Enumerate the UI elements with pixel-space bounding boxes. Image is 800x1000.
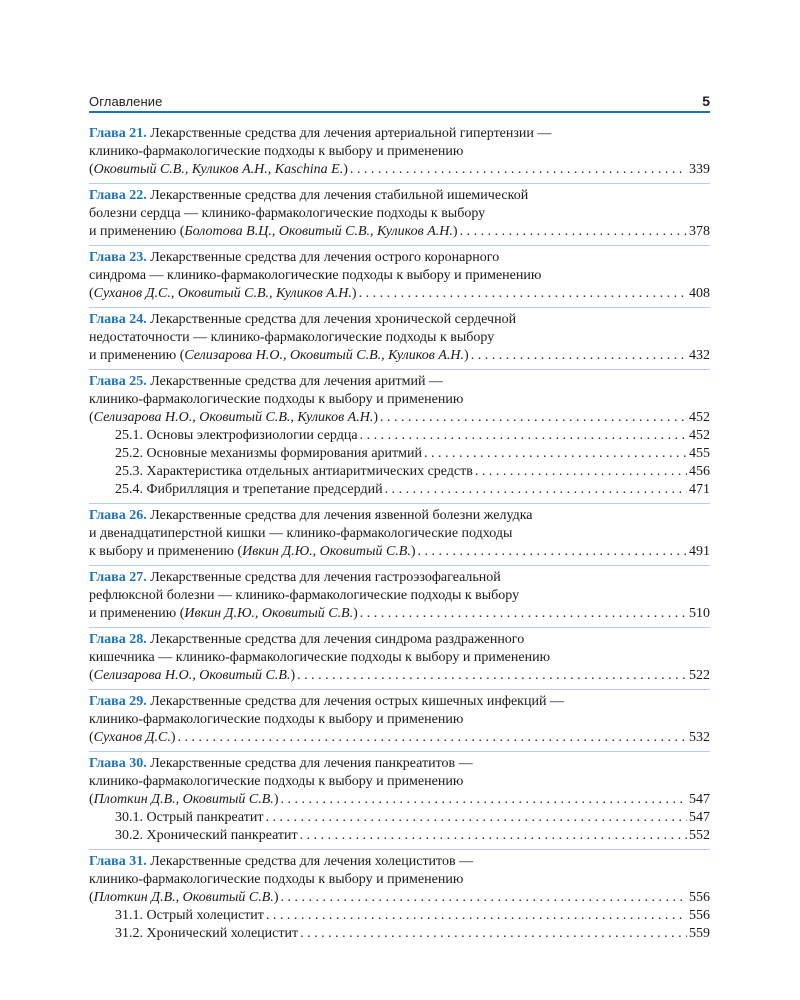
dot-leader	[360, 605, 687, 623]
subsection-page-number[interactable]: 559	[689, 926, 710, 941]
toc-entry[interactable]	[89, 690, 710, 752]
authors-prefix: (	[89, 162, 94, 177]
dot-leader	[300, 925, 687, 943]
chapter-title-line: клинико-фармакологические подходы к выбору и применению	[89, 774, 464, 789]
authors-suffix: )	[343, 162, 348, 177]
entry-last-line	[89, 667, 710, 685]
subsection-entry[interactable]	[89, 827, 710, 845]
authors-suffix: )	[353, 606, 358, 621]
toc-entry[interactable]	[89, 752, 710, 850]
entry-line	[89, 525, 710, 543]
subsection-entry[interactable]	[89, 427, 710, 445]
chapter-authors: Суханов Д.С.	[93, 730, 171, 745]
subsection-page-number[interactable]: 556	[689, 908, 710, 923]
entry-line	[89, 693, 710, 711]
authors-prefix: и применению (	[89, 606, 185, 621]
entry-line	[89, 569, 710, 587]
authors-prefix: (	[89, 792, 94, 807]
dot-leader	[265, 809, 687, 827]
entry-line	[89, 329, 710, 347]
chapter-label: Глава 24.	[89, 312, 147, 327]
chapter-title-line: недостаточности — клинико-фармакологические подходы к выбору	[89, 330, 495, 345]
subsection-title: 25.2. Основные механизмы формирования аритмий	[115, 446, 422, 461]
entry-last-text	[89, 543, 416, 561]
entry-last-text	[89, 605, 358, 623]
authors-prefix: (	[89, 410, 94, 425]
chapter-label: Глава 21.	[89, 126, 147, 141]
dot-leader	[178, 729, 687, 747]
running-header	[89, 89, 710, 109]
entry-last-text	[89, 409, 378, 427]
subsection-entry[interactable]	[89, 481, 710, 499]
chapter-title-line: Лекарственные средства для лечения острого коронарного	[150, 250, 500, 265]
chapter-title-line: Лекарственные средства для лечения аритмий —	[150, 374, 443, 389]
entry-line	[89, 773, 710, 791]
subsection-title: 25.1. Основы электрофизиологии сердца	[115, 428, 358, 443]
chapter-title-line: Лекарственные средства для лечения синдрома раздраженного	[150, 632, 525, 647]
chapter-title-line: кишечника — клинико-фармакологические подходы к выбору и применению	[89, 650, 551, 665]
chapter-label: Глава 26.	[89, 508, 147, 523]
authors-suffix: )	[273, 890, 279, 905]
entry-last-line	[89, 791, 710, 809]
subsection-title: 30.2. Хронический панкреатит	[115, 828, 298, 843]
chapter-authors: Селизарова Н.О., Оковитый С.В.	[93, 668, 291, 683]
chapter-title-line: Лекарственные средства для лечения панкреатитов —	[150, 756, 473, 771]
chapter-page-number[interactable]: 491	[689, 544, 710, 559]
entry-last-text	[89, 347, 469, 365]
entry-line	[89, 631, 710, 649]
toc-entry[interactable]	[89, 566, 710, 628]
chapter-title-line: клинико-фармакологические подходы к выбору и применению	[89, 712, 464, 727]
authors-suffix: )	[351, 286, 357, 301]
entry-last-text	[89, 889, 278, 907]
chapter-authors: Ивкин Д.Ю., Оковитый С.В.	[242, 544, 411, 559]
dot-leader	[418, 543, 687, 561]
chapter-label: Глава 29.	[89, 694, 147, 709]
entry-line	[89, 311, 710, 329]
toc-entry[interactable]	[89, 504, 710, 566]
toc-entry[interactable]	[89, 628, 710, 690]
chapter-authors: Плоткин Д.В., Оковитый С.В.	[93, 890, 274, 905]
entry-last-line	[89, 347, 710, 365]
entry-line	[89, 125, 710, 143]
subsection-entry[interactable]	[89, 463, 710, 481]
subsection-page-number[interactable]: 471	[689, 482, 710, 497]
chapter-label: Глава 22.	[89, 188, 147, 203]
header-rule	[89, 111, 710, 113]
entry-line	[89, 373, 710, 391]
chapter-title-line: Лекарственные средства для лечения холециститов —	[150, 854, 474, 869]
chapter-title-line: клинико-фармакологические подходы к выбору и применению	[89, 144, 464, 159]
subsection-title: 30.1. Острый панкреатит	[115, 810, 264, 825]
dot-leader	[360, 427, 687, 445]
chapter-title-line: Лекарственные средства для лечения гастроэзофагеальной	[150, 570, 501, 585]
dot-leader	[280, 791, 687, 809]
toc-page	[89, 89, 710, 947]
chapter-page-number[interactable]: 452	[689, 410, 710, 425]
dot-leader	[300, 827, 687, 845]
chapter-authors: Болотова В.Ц., Оковитый С.В., Куликов А.Н.	[184, 224, 453, 239]
subsection-title: 25.4. Фибрилляция и трепетание предсердий	[115, 482, 383, 497]
chapter-page-number[interactable]: 556	[689, 890, 710, 905]
entry-line	[89, 871, 710, 889]
chapter-label: Глава 30.	[89, 756, 147, 771]
dot-leader	[471, 347, 687, 365]
chapter-page-number[interactable]: 510	[689, 606, 710, 621]
chapter-label: Глава 27.	[89, 570, 147, 585]
entry-last-line	[89, 409, 710, 427]
chapter-label: Глава 23.	[89, 250, 147, 265]
authors-prefix: и применению (	[89, 348, 185, 363]
dot-leader	[280, 889, 687, 907]
subsection-page-number[interactable]: 455	[689, 446, 710, 461]
chapter-title-line: клинико-фармакологические подходы к выбору и применению	[89, 392, 464, 407]
entry-line	[89, 755, 710, 773]
chapter-authors: Плоткин Д.В., Оковитый С.В.	[93, 792, 274, 807]
entry-line	[89, 507, 710, 525]
chapter-title-line: Лекарственные средства для лечения стабильной ишемической	[150, 188, 529, 203]
entry-last-line	[89, 889, 710, 907]
header-title: Оглавление	[89, 94, 163, 109]
authors-suffix: )	[290, 668, 296, 683]
authors-prefix: (	[89, 286, 94, 301]
dot-leader	[475, 463, 687, 481]
subsection-page-number[interactable]: 547	[689, 810, 710, 825]
chapter-title-line: клинико-фармакологические подходы к выбору и применению	[89, 872, 464, 887]
authors-prefix: и применению (	[89, 224, 185, 239]
entry-last-text	[89, 729, 176, 747]
chapter-title-line: синдрома — клинико-фармакологические подходы к выбору и применению	[89, 268, 542, 283]
chapter-authors: Оковитый С.В., Куликов А.Н., Kaschina E.	[93, 162, 344, 177]
entry-last-line	[89, 223, 710, 241]
subsection-title: 25.3. Характеристика отдельных антиаритмических средств	[115, 464, 473, 479]
chapter-title-line: Лекарственные средства для лечения язвенной болезни желудка	[150, 508, 533, 523]
dot-leader	[385, 481, 687, 499]
authors-suffix: )	[170, 730, 176, 745]
chapter-title-line: Лекарственные средства для лечения хронической сердечной	[150, 312, 517, 327]
toc-entries	[89, 122, 710, 947]
entry-last-line	[89, 543, 710, 561]
chapter-title-line: Лекарственные средства для лечения острых кишечных инфекций —	[150, 694, 564, 709]
entry-line	[89, 853, 710, 871]
dot-leader	[266, 907, 687, 925]
authors-prefix: (	[89, 890, 94, 905]
chapter-page-number[interactable]: 522	[689, 668, 710, 683]
authors-suffix: )	[273, 792, 279, 807]
subsection-entry[interactable]	[89, 907, 710, 925]
toc-entry[interactable]	[89, 850, 710, 947]
subsection-entry[interactable]	[89, 925, 710, 943]
authors-suffix: )	[464, 348, 469, 363]
entry-last-text	[89, 161, 348, 179]
entry-line	[89, 587, 710, 605]
authors-suffix: )	[373, 410, 378, 425]
authors-prefix: к выбору и применению (	[89, 544, 243, 559]
subsection-title: 31.1. Острый холецистит	[115, 908, 264, 923]
toc-entry[interactable]	[89, 308, 710, 370]
entry-line	[89, 267, 710, 285]
subsection-entry[interactable]	[89, 809, 710, 827]
chapter-label: Глава 31.	[89, 854, 147, 869]
chapter-page-number[interactable]: 432	[689, 348, 710, 363]
dot-leader	[460, 223, 687, 241]
entry-line	[89, 649, 710, 667]
chapter-page-number[interactable]: 408	[689, 286, 710, 301]
subsection-page-number[interactable]: 456	[689, 464, 710, 479]
entry-line	[89, 391, 710, 409]
toc-entry[interactable]	[89, 370, 710, 504]
subsection-page-number[interactable]: 552	[689, 828, 710, 843]
dot-leader	[424, 445, 687, 463]
entry-line	[89, 249, 710, 267]
chapter-title-line: рефлюксной болезни — клинико-фармакологические подходы к выбору	[89, 588, 520, 603]
dot-leader	[297, 667, 687, 685]
toc-entry[interactable]	[89, 122, 710, 184]
subsection-title: 31.2. Хронический холецистит	[115, 926, 299, 941]
entry-line	[89, 205, 710, 223]
entry-last-text	[89, 285, 357, 303]
entry-last-line	[89, 729, 710, 747]
chapter-authors: Суханов Д.С., Оковитый С.В., Куликов А.Н.	[93, 286, 352, 301]
chapter-page-number[interactable]: 532	[689, 730, 710, 745]
authors-suffix: )	[452, 224, 458, 239]
chapter-authors: Ивкин Д.Ю., Оковитый С.В.	[184, 606, 354, 621]
authors-prefix: (	[89, 730, 94, 745]
chapter-page-number[interactable]: 378	[689, 224, 710, 239]
entry-last-line	[89, 161, 710, 179]
authors-suffix: )	[410, 544, 416, 559]
authors-prefix: (	[89, 668, 94, 683]
chapter-title-line: и двенадцатиперстной кишки — клинико-фармакологические подходы	[89, 526, 513, 541]
entry-line	[89, 711, 710, 729]
dot-leader	[380, 409, 687, 427]
entry-last-text	[89, 791, 278, 809]
entry-line	[89, 187, 710, 205]
chapter-page-number[interactable]: 547	[689, 792, 710, 807]
subsection-entry[interactable]	[89, 445, 710, 463]
chapter-label: Глава 25.	[89, 374, 147, 389]
toc-entry[interactable]	[89, 184, 710, 246]
toc-entry[interactable]	[89, 246, 710, 308]
chapter-authors: Селизарова Н.О., Оковитый С.В., Куликов А.Н.	[93, 410, 374, 425]
subsection-page-number[interactable]: 452	[689, 428, 710, 443]
entry-last-line	[89, 605, 710, 623]
chapter-page-number[interactable]: 339	[689, 162, 710, 177]
chapter-label: Глава 28.	[89, 632, 147, 647]
page-number: 5	[702, 93, 710, 109]
chapter-title-line: Лекарственные средства для лечения артериальной гипертензии —	[150, 126, 552, 141]
entry-last-text	[89, 223, 458, 241]
entry-line	[89, 143, 710, 161]
entry-last-line	[89, 285, 710, 303]
entry-last-text	[89, 667, 295, 685]
chapter-title-line: болезни сердца — клинико-фармакологические подходы к выбору	[89, 206, 486, 221]
dot-leader	[350, 161, 687, 179]
chapter-authors: Селизарова Н.О., Оковитый С.В., Куликов А.Н.	[184, 348, 465, 363]
dot-leader	[359, 285, 687, 303]
